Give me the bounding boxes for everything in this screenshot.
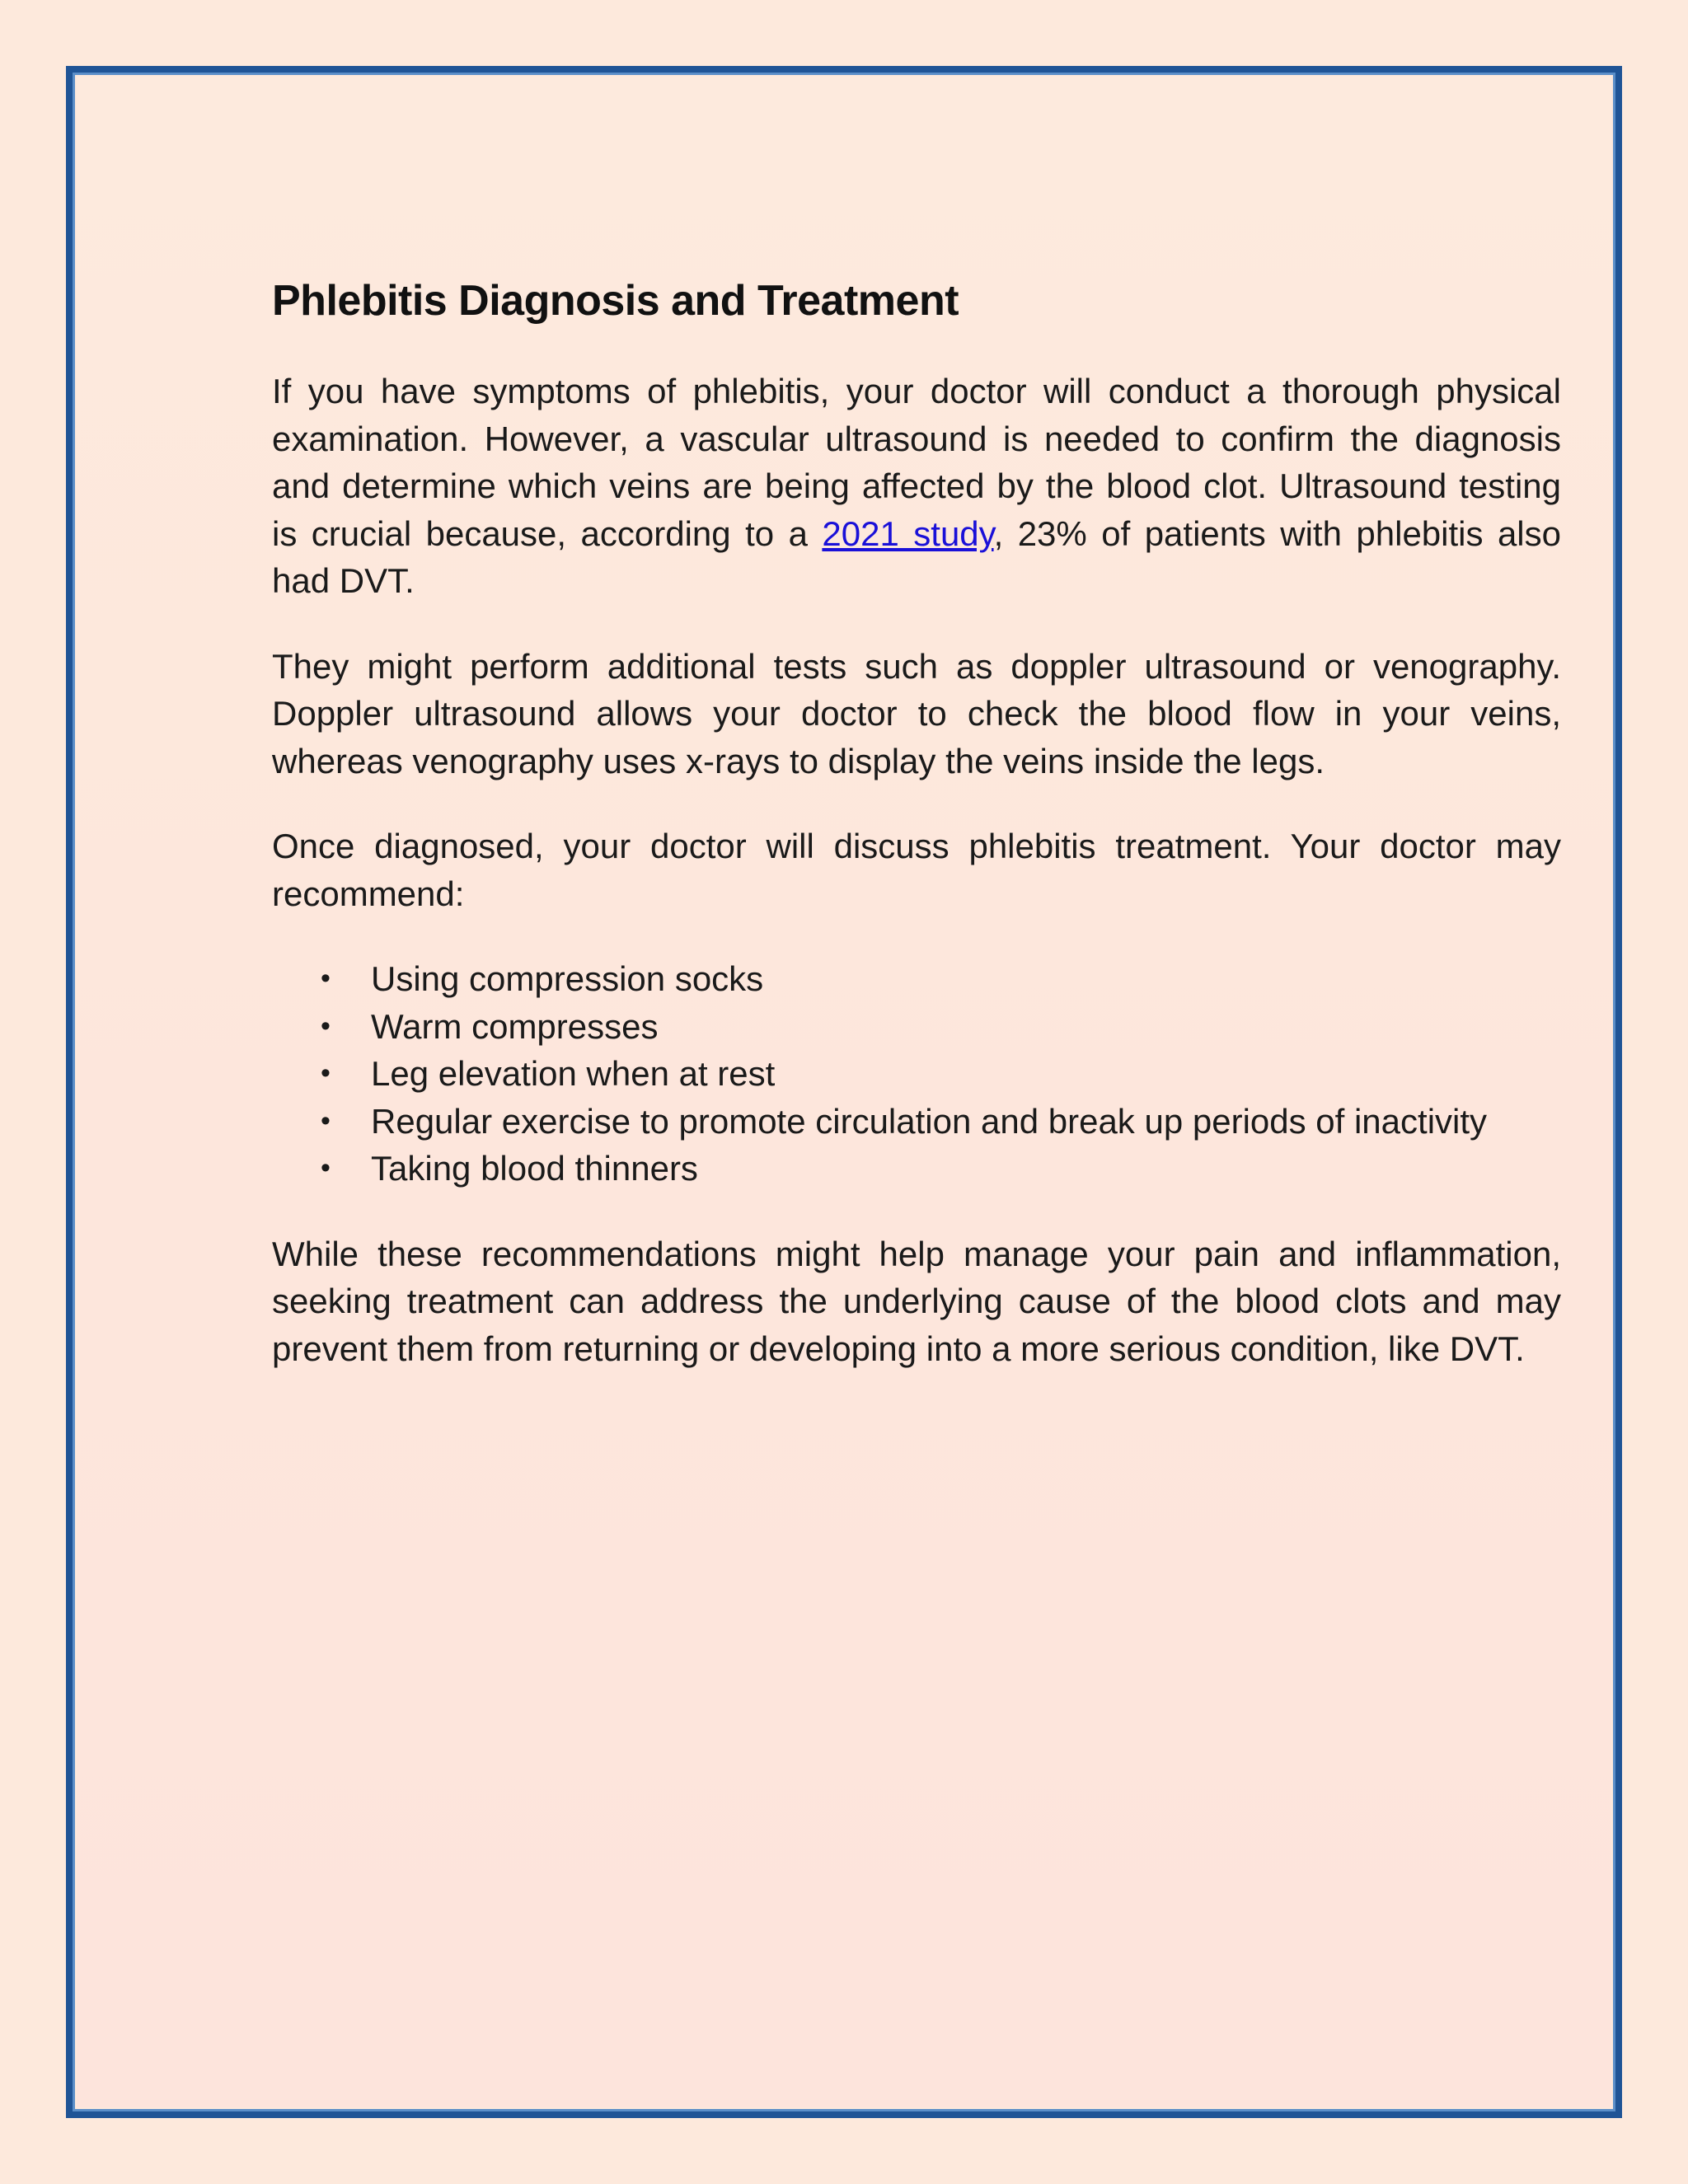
bullet-icon: • (321, 1010, 331, 1042)
page-border-frame (66, 66, 1622, 2118)
list-item-text: Leg elevation when at rest (371, 1054, 776, 1093)
study-link[interactable]: 2021 study (822, 513, 994, 553)
list-item (321, 1003, 1561, 1051)
bullet-icon: • (321, 1057, 331, 1089)
list-item-text: Regular exercise to promote circulation and break up periods of inactivity (371, 1101, 1488, 1141)
list-item (321, 1145, 1561, 1193)
paragraph-diagnosis-text-before: If you have symptoms of phlebitis, your doctor will conduct a thorough physical examination. However, a vascular ultrasound is needed to confirm the diagnosis and determine which veins are being affected by the blood clot. Ultrasound testing is crucial because, according to a (272, 372, 1561, 553)
bullet-icon: • (321, 963, 331, 994)
paragraph-treatment-intro: Once diagnosed, your doctor will discuss phlebitis treatment. Your doctor may recommend: (272, 827, 1561, 913)
paragraph-diagnosis (272, 368, 1561, 605)
paragraph-additional-tests: They might perform additional tests such as doppler ultrasound or venography. Doppler ultrasound allows your doctor to check the blood flow in your veins, whereas venography uses x-rays to display the veins inside the legs. (272, 646, 1561, 780)
document-body (272, 272, 1561, 1410)
list-item-text: Using compression socks (371, 959, 764, 998)
list-item-text: Warm compresses (371, 1006, 659, 1046)
bullet-icon: • (321, 1152, 331, 1183)
paragraph-diagnosis-text-after: , 23% of patients with phlebitis also had DVT. (272, 513, 1561, 600)
list-item-text: Taking blood thinners (371, 1149, 698, 1188)
list-item (321, 1050, 1561, 1098)
recommendations-list (272, 955, 1561, 1193)
bullet-icon: • (321, 1104, 331, 1137)
paragraph-conclusion: While these recommendations might help manage your pain and inflammation, seeking treatment can address the underlying cause of the blood clots and may prevent them from returning or developing into a more serious condition, like DVT. (272, 1234, 1561, 1368)
list-item (321, 955, 1561, 1003)
page-title: Phlebitis Diagnosis and Treatment (272, 277, 959, 325)
list-item (321, 1098, 1561, 1146)
